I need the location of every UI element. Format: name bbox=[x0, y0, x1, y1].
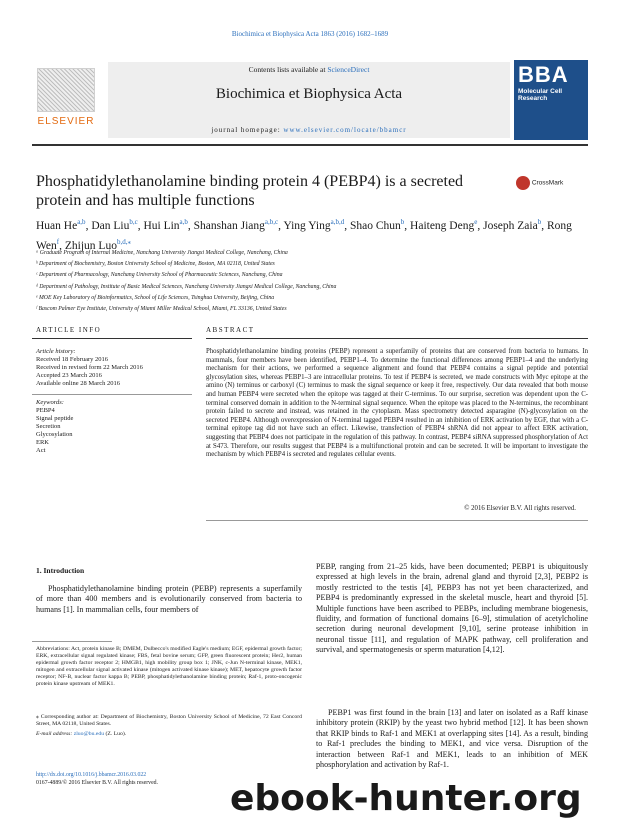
sciencedirect-link[interactable]: ScienceDirect bbox=[327, 65, 370, 74]
journal-name: Biochimica et Biophysica Acta bbox=[215, 86, 403, 102]
doi-link[interactable]: http://dx.doi.org/10.1016/j.bbamcr.2016.03.022 bbox=[36, 772, 147, 778]
crossmark-label: CrossMark bbox=[531, 179, 564, 187]
author-name: Dan Liu bbox=[91, 219, 130, 232]
header-rule bbox=[32, 144, 588, 146]
article-info-heading: ARTICLE INFO bbox=[36, 326, 102, 334]
footnote-rule bbox=[32, 641, 112, 642]
issn-line: 0167-4889/© 2016 Elsevier B.V. All rights reserved. bbox=[36, 780, 158, 786]
author-affiliation-marker[interactable]: b bbox=[400, 218, 405, 226]
journal-homepage bbox=[108, 126, 510, 134]
article-history bbox=[36, 348, 196, 388]
email-suffix: (Z. Luo). bbox=[104, 731, 127, 737]
email-prefix: E-mail address: bbox=[36, 731, 74, 737]
introduction-heading: 1. Introduction bbox=[36, 566, 85, 575]
author-affiliation-marker[interactable]: a,b,c bbox=[264, 218, 279, 226]
author-affiliation-marker[interactable]: a,b bbox=[77, 218, 86, 226]
email-link[interactable]: zluo@bu.edu bbox=[73, 731, 105, 737]
keyword-item: Signal peptide bbox=[36, 415, 74, 422]
keyword-item: Act bbox=[36, 447, 46, 454]
elsevier-tree-icon bbox=[37, 68, 95, 112]
journal-cover-image bbox=[514, 60, 588, 140]
keyword-item: PEBP4 bbox=[36, 407, 55, 414]
author-name: Haiteng Deng bbox=[410, 219, 475, 232]
history-item: Received in revised form 22 March 2016 bbox=[36, 364, 143, 371]
keyword-item: Glycosylation bbox=[36, 431, 73, 438]
history-item: Received 18 February 2016 bbox=[36, 356, 109, 363]
copyright-line: © 2016 Elsevier B.V. All rights reserved. bbox=[464, 505, 576, 512]
abstract-text: Phosphatidylethanolamine binding proteins (PEBP) represent a superfamily of proteins that are conserved from bacteria to humans. In mammals, four members have been identified, PEBP1–4. To determine the functional differences among PEBP1–4 and the underlying mechanism for their actions, we performed a sequence alignment and found that PEBP4 contains a signal peptide and potential glycosylation sites, whereas PEBP1–3 are intracellular proteins. To test if PEBP4 is secreted, we made constructs with Myc epitope at the amino (N) terminus or carboxyl (C) terminus to mask the signal sequence or keep it free, respectively. Our data revealed that both mouse and human PEBP4 were secreted when the epitope was tagged at their C-terminus. To our surprise, secretion was dependent upon the C-terminal conserved domain in addition to the N-terminal signal sequence. When the epitope was placed to the N-terminus, the recombinant protein failed to secrete and instead, was retained in the cytoplasm. Mass spectrometry detected asparagine (N)-glycosylation on the secreted PEBP4. Although overexpression of N-terminal tagged PEBP4 resulted in an inhibition of ERK activation by EGF, that with a C-terminal epitope tag did not have such an effect. Likewise, transfection of PEBP4 shRNA did not appear to affect ERK activation, suggesting that PEBP4 does not participate in the regulation of this pathway. In contrast, PEBP4 siRNA suppressed phosphorylation of Act at S473. Therefore, our results suggest that PEBP4 is a multifunctional protein and can be secreted. It will be important to investigate the mechanism by which PEBP4 is secreted and regulates cellular events. bbox=[206, 348, 588, 459]
keyword-item: Secretion bbox=[36, 423, 61, 430]
affiliation-line: ᶜ Department of Pharmacology, Nanchang University School of Pharmaceutic Sciences, Nanchang, China bbox=[36, 272, 283, 279]
journal-citation[interactable]: Biochimica et Biophysica Acta 1863 (2016) 1682–1689 bbox=[231, 30, 389, 38]
abbreviations-footnote: Abbreviations: Act, protein kinase B; DMEM, Dulbecco's modified Eagle's medium; EGF, epidermal growth factor; ERK, extracellular signal regulated kinase; FBS, fetal bovine serum; GFP, green fluorescent protein; Her2, human epidermal growth factor receptor 2; HMGB1, high mobility group box 1; JNK, c-Jun N-terminal kinase, MEK1, mitogen and extracellular signal activated kinase (mitogen activated kinase kinase); MET, hepatocyte growth factor receptor; NF-B, nuclear factor kappa B; PEBP, phosphatidylethanolamine binding protein; Raf-1, proto-oncogenic protein kinase upstream of MEK1. bbox=[36, 646, 302, 688]
history-label: Article history: bbox=[36, 348, 76, 355]
crossmark-icon bbox=[516, 176, 530, 190]
author-name: Ying Ying bbox=[283, 219, 331, 232]
abstract-heading: ABSTRACT bbox=[206, 326, 255, 334]
homepage-link[interactable]: www.elsevier.com/locate/bbamcr bbox=[283, 126, 407, 134]
author-name: Huan He bbox=[36, 219, 78, 232]
keywords-label: Keywords: bbox=[36, 399, 64, 406]
keyword-item: ERK bbox=[36, 439, 49, 446]
author-name: Rong Wen bbox=[36, 219, 572, 252]
keywords-box bbox=[36, 399, 196, 455]
author-affiliation-marker[interactable]: a,b bbox=[179, 218, 188, 226]
homepage-prefix: journal homepage: bbox=[211, 126, 284, 134]
watermark-text: ebook-hunter.org bbox=[230, 778, 582, 819]
affiliation-line: ᶠ Bascom Palmer Eye Institute, University of Miami Miller Medical School, Miami, FL 33136, United States bbox=[36, 306, 287, 312]
affiliation-line: ᵉ MOE Key Laboratory of Bioinformatics, School of Life Sciences, Tsinghua University, Beijing, China bbox=[36, 294, 275, 301]
cover-subtitle: Molecular Cell Research bbox=[518, 88, 563, 102]
intro-right-paragraph-1: PEBP, ranging from 21–25 kids, have been documented; PEBP1 is ubiquitously expressed at high levels in the brain, adrenal gland and thyroid [2,3], PEBP2 is mostly restricted to the testis [4], PEBP3 has not yet been characterized, and PEBP4 is predominantly expressed in the skeletal muscle, heart and thyroid [5]. Multiple functions have been ascribed to PEBPs, including membrane biogenesis, fluidity, and formation of functional domains [6–9], stimulation of acetylcholine secretion during neuronal development [9,10], serine protease inhibition in neuronal tissue [11], and regulation of MAPK pathway, cell proliferation and survival, and spermatogenesis or sperm maturation [4,12]. bbox=[316, 562, 588, 655]
intro-right-paragraph-2: PEBP1 was first found in the brain [13] and later on isolated as a Raff kinase inhibitory protein (RKIP) by the yeast two hybrid method [12]. It has been shown that RKIP binds to Raf-1 and MEK1 at overlapping sites [14]. As a result, binding to Raf-1 precludes the binding to MEK1, and vice versa. Disruption of the interaction between Raf-1 and MEK1, leads to an inhibition of MEK phosphorylation and activation by Raf-1. bbox=[316, 708, 588, 770]
author-list: Huan He$^{a,b}$, Dan Liu$^{b,c}$, Hui Lin$^{a,b}$, Shanshan Jiang$^{a,b,c}$, Ying Ying$^{a,b,d}$, Shao Chun$^b$, Haiteng Deng$^e$, Joseph Zaia$^b$, Rong Wen$^f$, Zhijun Luo$^{b,d,⁎}$ bbox=[36, 218, 572, 252]
elsevier-logo bbox=[32, 68, 100, 132]
affiliation-line: ᵈ Department of Pathology, Institute of Basic Medical Sciences, Nanchang University Jiangxi Medical College, Nanchang, China bbox=[36, 283, 337, 290]
corresponding-author-footnote: ⁎ Corresponding author at: Department of Biochemistry, Boston University School of Medicine, 72 East Concord Street, MA 02118, United States. bbox=[36, 714, 302, 728]
author-name: Joseph Zaia bbox=[483, 219, 538, 232]
contents-line bbox=[108, 65, 510, 74]
abstract-bottom-rule bbox=[206, 520, 588, 521]
elsevier-wordmark: ELSEVIER bbox=[37, 116, 95, 127]
email-footnote bbox=[36, 731, 302, 738]
author-name: Shanshan Jiang bbox=[193, 219, 265, 232]
contents-prefix: Contents lists available at bbox=[248, 65, 328, 74]
cover-title: BBA bbox=[518, 62, 569, 87]
affiliation-line: ᵇ Department of Biochemistry, Boston University School of Medicine, Boston, MA 02118, United States bbox=[36, 261, 275, 268]
crossmark-badge[interactable] bbox=[516, 176, 586, 192]
article-title: Phosphatidylethanolamine binding protein 4 (PEBP4) is a secreted protein and has multiple functions bbox=[36, 173, 464, 209]
history-item: Accepted 23 March 2016 bbox=[36, 372, 102, 379]
author-affiliation-marker[interactable]: f bbox=[56, 237, 60, 246]
author-affiliation-marker[interactable]: b,d,⁎ bbox=[116, 237, 131, 246]
author-affiliation-marker[interactable]: b,c bbox=[129, 218, 138, 226]
abstract-rule bbox=[206, 338, 588, 339]
author-affiliation-marker[interactable]: a,b,d bbox=[330, 218, 345, 226]
author-name: Hui Lin bbox=[143, 219, 180, 232]
author-affiliation-marker[interactable]: e bbox=[474, 218, 478, 226]
keywords-rule bbox=[32, 394, 192, 395]
author-affiliation-marker[interactable]: b bbox=[537, 218, 542, 226]
author-name: Shao Chun bbox=[349, 219, 401, 232]
intro-left-paragraph: Phosphatidylethanolamine binding protein (PEBP) represents a superfamily of more than 400 members and is evolutionarily conserved from bacteria to humans [1]. In mammalian cells, four members of bbox=[36, 584, 302, 614]
author-name: Zhijun Luo bbox=[64, 239, 117, 252]
article-info-rule bbox=[32, 338, 192, 339]
history-item: Available online 28 March 2016 bbox=[36, 380, 120, 387]
affiliation-line: ᵃ Graduate Program of Internal Medicine, Nanchang University Jiangxi Medical College, Nanchang, China bbox=[36, 250, 288, 256]
